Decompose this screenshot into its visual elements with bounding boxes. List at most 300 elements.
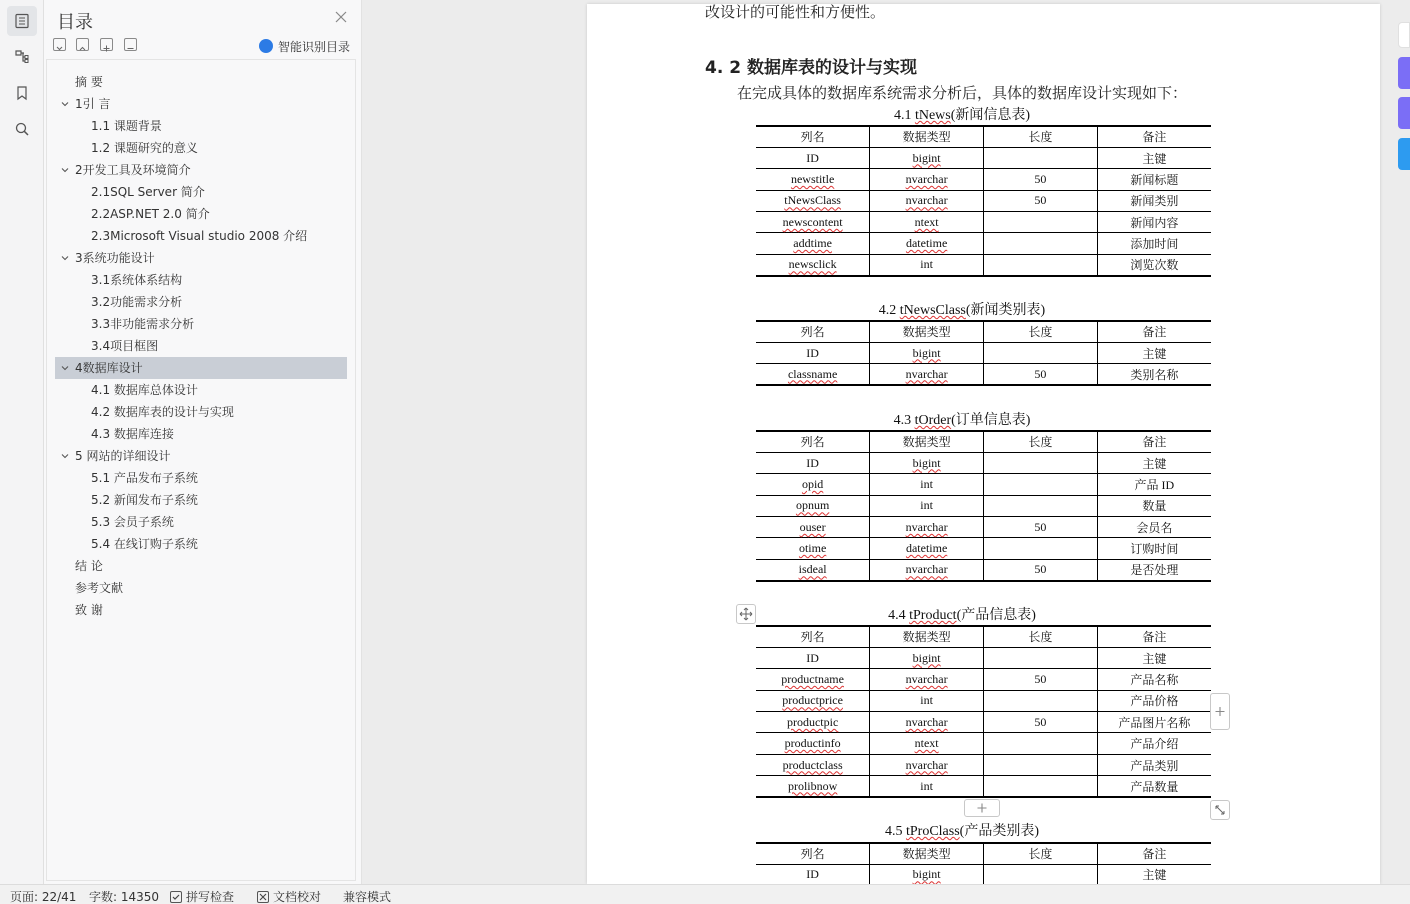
table-cell[interactable] [870, 190, 984, 211]
table-header-row [756, 626, 1211, 647]
column-header[interactable]: 列名 [756, 843, 870, 864]
table-cell[interactable] [984, 452, 1098, 473]
table-cell[interactable] [1097, 452, 1211, 473]
toc-item[interactable] [55, 379, 347, 401]
table-cell[interactable] [984, 733, 1098, 754]
column-header[interactable]: 数据类型 [870, 431, 984, 452]
toc-item[interactable] [55, 291, 347, 313]
cell-text: 产品价格 [1130, 694, 1179, 709]
table-row [756, 647, 1211, 668]
toc-item[interactable] [55, 269, 347, 291]
toc-item-label: 1.2 课题研究的意义 [91, 141, 198, 155]
table-caption [732, 409, 1192, 429]
plus-icon [101, 43, 112, 54]
cell-text: 新闻类别 [1130, 194, 1179, 209]
caption-description: (新闻类别表) [965, 303, 1046, 318]
toc-item-label: 3.1系统体系结构 [91, 273, 183, 287]
cell-text: nvarchar [905, 366, 948, 381]
cell-text: 产品 ID [1134, 477, 1175, 492]
cell-text: nvarchar [905, 671, 948, 686]
table-row [756, 212, 1211, 233]
chevron-up-icon [77, 43, 88, 54]
cell-text: 会员名 [1136, 520, 1173, 535]
cell-text: 主键 [1142, 346, 1167, 361]
table-cell[interactable] [984, 190, 1098, 211]
table-cell[interactable] [756, 254, 870, 275]
table-header-row [756, 843, 1211, 864]
cell-text: addtime [793, 236, 832, 251]
cell-text: 主键 [1142, 868, 1167, 883]
table-cell[interactable] [1097, 254, 1211, 275]
toc-item[interactable] [55, 335, 347, 357]
caption-number: 4.5 [884, 824, 906, 839]
toc-item-label: 3.3非功能需求分析 [91, 317, 195, 331]
toc-item[interactable] [55, 489, 347, 511]
move-icon [739, 607, 753, 621]
table-caption [732, 104, 1192, 124]
table-row [756, 452, 1211, 473]
table-cell[interactable] [984, 647, 1098, 668]
cell-text: 产品介绍 [1130, 737, 1179, 752]
cell-text: 产品图片名称 [1118, 715, 1191, 730]
cell-text: opid [801, 476, 824, 491]
cell-text: 数量 [1142, 499, 1167, 514]
navigation-panel-button[interactable] [7, 42, 37, 72]
table-cell[interactable] [756, 669, 870, 690]
table-cell[interactable] [756, 754, 870, 775]
table-cell[interactable] [1097, 169, 1211, 190]
table-cell[interactable] [984, 212, 1098, 233]
table-row [756, 254, 1211, 275]
table-cell[interactable] [756, 517, 870, 538]
status-bar [0, 884, 1410, 904]
caption-table-name: tProduct [909, 608, 957, 623]
table-cell[interactable] [984, 474, 1098, 495]
chevron-down-icon[interactable] [61, 254, 69, 262]
caption-table-name: tOrder [914, 413, 952, 428]
compat-mode-label: 兼容模式 [343, 890, 392, 904]
toc-item-label: 2.1SQL Server 简介 [91, 185, 205, 199]
column-header[interactable]: 列名 [756, 431, 870, 452]
table-cell[interactable] [984, 147, 1098, 168]
table-cell[interactable] [984, 754, 1098, 775]
right-side-tab-purple[interactable] [1398, 57, 1410, 89]
intro-paragraph: 在完成具体的数据库系统需求分析后，具体的数据库设计实现如下： [737, 84, 1188, 102]
word-count[interactable]: 字数: 14350 [89, 890, 160, 904]
table-cell[interactable] [870, 474, 984, 495]
cell-text: nvarchar [905, 171, 948, 186]
cell-text: 50 [1034, 671, 1047, 686]
spell-check-label: 拼写检查 [186, 890, 235, 904]
right-side-tab[interactable] [1398, 22, 1410, 48]
table-cell[interactable] [870, 233, 984, 254]
table-cell[interactable] [1097, 147, 1211, 168]
table-cell[interactable] [870, 254, 984, 275]
table-row [756, 517, 1211, 538]
caption-number: 4.4 [888, 608, 910, 623]
toc-item[interactable] [55, 577, 347, 599]
cell-text: ID [806, 867, 819, 882]
table-cell[interactable] [1097, 690, 1211, 711]
table-cell[interactable] [870, 647, 984, 668]
toc-item[interactable] [55, 247, 347, 269]
table-caption [732, 820, 1192, 840]
table-cell[interactable] [1097, 517, 1211, 538]
table-cell[interactable] [984, 864, 1098, 885]
add-row-button[interactable] [964, 799, 1000, 817]
cell-text: 新闻内容 [1130, 215, 1179, 230]
toc-item-label: 4.3 数据库连接 [91, 427, 174, 441]
table-cell[interactable] [756, 690, 870, 711]
column-header[interactable]: 长度 [984, 626, 1098, 647]
table-cell[interactable] [756, 559, 870, 580]
toc-item-label: 参考文献 [75, 581, 124, 595]
table-cell[interactable] [984, 776, 1098, 797]
table-cell[interactable] [1097, 212, 1211, 233]
table-row [756, 342, 1211, 363]
table-cell[interactable] [756, 452, 870, 473]
table-cell[interactable] [1097, 342, 1211, 363]
caption-description: (新闻信息表) [950, 108, 1031, 123]
cell-text: 主键 [1142, 651, 1167, 666]
cell-text: 50 [1034, 714, 1047, 729]
table-cell[interactable] [756, 733, 870, 754]
cell-text: int [920, 476, 933, 491]
body-text-line: 改设计的可能性和方便性。 [705, 3, 886, 21]
table-cell[interactable] [756, 864, 870, 885]
toc-item-label: 致 谢 [75, 603, 103, 617]
table-row [756, 474, 1211, 495]
column-header[interactable]: 列名 [756, 626, 870, 647]
schema-table[interactable] [756, 430, 1211, 582]
table-move-handle[interactable] [736, 604, 756, 624]
table-cell[interactable] [1097, 647, 1211, 668]
table-cell[interactable] [1097, 776, 1211, 797]
toc-item[interactable] [55, 401, 347, 423]
table-cell[interactable] [870, 754, 984, 775]
toc-item[interactable] [55, 115, 347, 137]
table-cell[interactable] [1097, 233, 1211, 254]
table-cell[interactable] [756, 190, 870, 211]
caption-table-name: tNewsClass [899, 303, 966, 318]
table-cell[interactable] [756, 495, 870, 516]
toc-item-label: 3系统功能设计 [75, 251, 155, 265]
minus-icon [125, 43, 136, 54]
cell-text: newsclick [788, 257, 837, 272]
table-row [756, 147, 1211, 168]
toc-item-label: 1引 言 [75, 97, 111, 111]
column-header[interactable]: 备注 [1097, 626, 1211, 647]
toc-item[interactable] [55, 467, 347, 489]
table-cell[interactable] [984, 669, 1098, 690]
cell-text: 主键 [1142, 151, 1167, 166]
toc-item[interactable] [55, 181, 347, 203]
cell-text: productinfo [784, 736, 841, 751]
toc-item[interactable] [55, 357, 347, 379]
toc-list [46, 59, 356, 881]
doc-proof-button[interactable] [257, 888, 321, 904]
toc-item[interactable] [55, 555, 347, 577]
column-header[interactable]: 长度 [984, 843, 1098, 864]
check-icon [170, 891, 182, 903]
document-page[interactable] [587, 4, 1380, 884]
table-cell[interactable] [756, 233, 870, 254]
table-cell[interactable] [870, 212, 984, 233]
table-row [756, 712, 1211, 733]
column-header[interactable]: 备注 [1097, 843, 1211, 864]
table-cell[interactable] [756, 364, 870, 385]
table-cell[interactable] [756, 538, 870, 559]
toc-item-label: 结 论 [75, 559, 103, 573]
cell-text: bigint [912, 455, 941, 470]
table-cell[interactable] [984, 690, 1098, 711]
chevron-down-icon[interactable] [61, 100, 69, 108]
table-cell[interactable] [756, 776, 870, 797]
table-cell[interactable] [870, 342, 984, 363]
search-icon [14, 121, 30, 137]
toc-item[interactable] [55, 159, 347, 181]
cell-text: ID [806, 455, 819, 470]
table-cell[interactable] [1097, 669, 1211, 690]
toc-item-label: 2.2ASP.NET 2.0 简介 [91, 207, 210, 221]
cell-text: 50 [1034, 562, 1047, 577]
smart-toc-button[interactable] [259, 37, 350, 55]
table-cell[interactable] [756, 212, 870, 233]
table-cell[interactable] [1097, 495, 1211, 516]
table-cell[interactable] [1097, 364, 1211, 385]
expand-all-button[interactable] [53, 38, 66, 51]
toc-title: 目录 [57, 12, 93, 33]
toc-item[interactable] [55, 533, 347, 555]
table-row [756, 538, 1211, 559]
toc-item-label: 4.2 数据库表的设计与实现 [91, 405, 234, 419]
left-icon-rail [0, 0, 44, 884]
cell-text: 类别名称 [1130, 367, 1179, 382]
table-cell[interactable] [1097, 474, 1211, 495]
table-cell[interactable] [1097, 712, 1211, 733]
caption-number: 4.1 [893, 108, 915, 123]
table-cell[interactable] [984, 712, 1098, 733]
table-cell[interactable] [870, 669, 984, 690]
cell-text: nvarchar [905, 714, 948, 729]
cell-text: nvarchar [905, 562, 948, 577]
table-cell[interactable] [1097, 190, 1211, 211]
toc-item-label: 5.3 会员子系统 [91, 515, 174, 529]
toc-item-label: 5.4 在线订购子系统 [91, 537, 198, 551]
toc-item-label: 4.1 数据库总体设计 [91, 383, 198, 397]
table-cell[interactable] [756, 712, 870, 733]
right-side-tab-blue[interactable] [1398, 138, 1410, 170]
table-cell[interactable] [1097, 559, 1211, 580]
table-caption [732, 299, 1192, 319]
cell-text: nvarchar [905, 519, 948, 534]
table-cell[interactable] [870, 690, 984, 711]
toc-item-label: 5.2 新闻发布子系统 [91, 493, 198, 507]
caption-description: (产品类别表) [959, 824, 1039, 839]
toc-item-label: 2.3Microsoft Visual studio 2008 介绍 [91, 229, 308, 243]
toc-item[interactable] [55, 225, 347, 247]
table-cell[interactable] [870, 364, 984, 385]
table-cell[interactable] [984, 342, 1098, 363]
table-cell[interactable] [756, 647, 870, 668]
table-cell[interactable] [1097, 864, 1211, 885]
bookmark-panel-button[interactable] [7, 78, 37, 108]
plus-icon [1211, 694, 1229, 729]
table-cell[interactable] [756, 147, 870, 168]
toc-item[interactable] [55, 423, 347, 445]
chevron-down-icon[interactable] [61, 452, 69, 460]
toc-item-label: 2开发工具及环境简介 [75, 163, 191, 177]
column-header[interactable]: 备注 [1097, 126, 1211, 147]
cell-text: 新闻标题 [1130, 172, 1179, 187]
column-header[interactable]: 数据类型 [870, 126, 984, 147]
ai-robot-icon [259, 39, 273, 53]
table-row [756, 669, 1211, 690]
table-cell[interactable] [756, 169, 870, 190]
table-cell[interactable] [984, 495, 1098, 516]
table-cell[interactable] [984, 169, 1098, 190]
cell-text: ID [806, 150, 819, 165]
caption-table-name: tProClass [905, 824, 960, 839]
toc-item-label: 4数据库设计 [75, 361, 143, 375]
toc-item[interactable] [55, 599, 347, 621]
chevron-down-icon[interactable] [61, 364, 69, 372]
column-header[interactable]: 数据类型 [870, 626, 984, 647]
table-cell[interactable] [870, 733, 984, 754]
column-header[interactable]: 数据类型 [870, 843, 984, 864]
cell-text: ouser [799, 519, 826, 534]
close-icon[interactable] [334, 10, 348, 24]
table-cell[interactable] [870, 452, 984, 473]
table-cell[interactable] [1097, 754, 1211, 775]
table-cell[interactable] [870, 776, 984, 797]
toc-item[interactable] [55, 137, 347, 159]
table-header-row [756, 431, 1211, 452]
cell-text: 50 [1034, 519, 1047, 534]
table-cell[interactable] [870, 864, 984, 885]
toc-item-label: 5 网站的详细设计 [75, 449, 171, 463]
table-cell[interactable] [984, 538, 1098, 559]
column-header[interactable]: 长度 [984, 321, 1098, 342]
resize-icon [1214, 804, 1226, 816]
toc-item[interactable] [55, 445, 347, 467]
cell-text: productpic [786, 714, 839, 729]
spell-check-toggle[interactable] [170, 888, 234, 904]
doc-proof-label: 文档校对 [273, 890, 322, 904]
remove-toc-item-button[interactable] [124, 38, 137, 51]
cell-text: 50 [1034, 171, 1047, 186]
cell-text: ID [806, 345, 819, 360]
add-toc-item-button[interactable] [100, 38, 113, 51]
column-header[interactable]: 长度 [984, 126, 1098, 147]
table-cell[interactable] [870, 517, 984, 538]
column-header[interactable]: 备注 [1097, 321, 1211, 342]
table-cell[interactable] [870, 538, 984, 559]
toc-item-label: 3.4项目框图 [91, 339, 159, 353]
table-row [756, 169, 1211, 190]
table-row [756, 864, 1211, 885]
cell-text: 产品数量 [1130, 779, 1179, 794]
table-header-row [756, 321, 1211, 342]
table-cell[interactable] [984, 254, 1098, 275]
cell-text: 产品名称 [1130, 672, 1179, 687]
table-cell[interactable] [984, 364, 1098, 385]
toc-item[interactable] [55, 93, 347, 115]
column-header[interactable]: 数据类型 [870, 321, 984, 342]
schema-table[interactable] [756, 625, 1211, 798]
column-header[interactable]: 备注 [1097, 431, 1211, 452]
cell-text: isdeal [798, 562, 827, 577]
table-cell[interactable] [870, 712, 984, 733]
toc-item[interactable] [55, 313, 347, 335]
page-indicator[interactable]: 页面: 22/41 [10, 890, 77, 904]
list-icon [14, 13, 30, 29]
table-resize-handle[interactable] [1210, 800, 1230, 820]
column-header[interactable]: 长度 [984, 431, 1098, 452]
cell-text: bigint [912, 867, 941, 882]
caption-description: (产品信息表) [956, 608, 1036, 623]
table-row [756, 364, 1211, 385]
table-cell[interactable] [1097, 538, 1211, 559]
table-row [756, 495, 1211, 516]
cell-text: nvarchar [905, 757, 948, 772]
bookmark-icon [14, 85, 30, 101]
collapse-all-button[interactable] [76, 38, 89, 51]
table-cell[interactable] [870, 147, 984, 168]
add-column-button[interactable] [1210, 693, 1230, 730]
chevron-down-icon[interactable] [61, 166, 69, 174]
cell-text: int [920, 257, 933, 272]
schema-table[interactable] [756, 125, 1211, 277]
search-panel-button[interactable] [7, 114, 37, 144]
table-cell[interactable] [984, 559, 1098, 580]
table-row [756, 733, 1211, 754]
table-cell[interactable] [984, 233, 1098, 254]
table-row [756, 190, 1211, 211]
cell-text: nvarchar [905, 193, 948, 208]
cell-text: datetime [905, 541, 948, 556]
right-side-tab-purple-2[interactable] [1398, 97, 1410, 129]
table-cell[interactable] [756, 342, 870, 363]
table-cell[interactable] [870, 495, 984, 516]
caption-number: 4.2 [878, 303, 900, 318]
table-cell[interactable] [756, 474, 870, 495]
table-caption [732, 604, 1192, 624]
cell-text: productname [781, 671, 844, 686]
toc-item[interactable] [55, 203, 347, 225]
proof-icon [257, 891, 269, 903]
document-area [362, 0, 1410, 884]
table-cell[interactable] [870, 169, 984, 190]
toc-panel-button[interactable] [7, 6, 37, 36]
cell-text: prolibnow [787, 778, 838, 793]
toc-item[interactable] [55, 71, 347, 93]
cell-text: ID [806, 650, 819, 665]
table-cell[interactable] [870, 559, 984, 580]
table-row [756, 776, 1211, 797]
outline-tree-icon [14, 49, 30, 65]
table-cell[interactable] [1097, 733, 1211, 754]
schema-table[interactable] [756, 842, 1211, 887]
column-header[interactable]: 列名 [756, 126, 870, 147]
toc-item[interactable] [55, 511, 347, 533]
section-heading: 4. 2 数据库表的设计与实现 [705, 58, 917, 78]
cell-text: tNewsClass [784, 193, 841, 208]
schema-table[interactable] [756, 320, 1211, 386]
toc-item-label: 5.1 产品发布子系统 [91, 471, 198, 485]
column-header[interactable]: 列名 [756, 321, 870, 342]
table-cell[interactable] [984, 517, 1098, 538]
